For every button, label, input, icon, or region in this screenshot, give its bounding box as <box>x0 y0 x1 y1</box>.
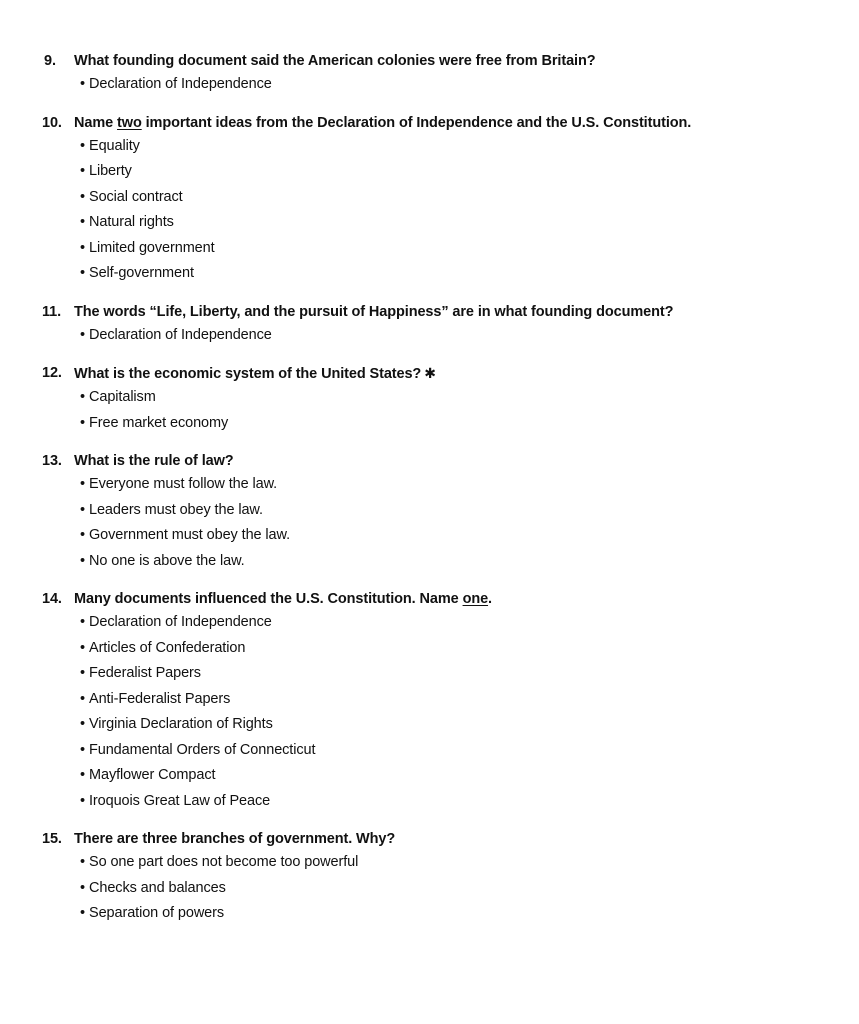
answer-item <box>0 236 859 262</box>
bullet-icon: • <box>80 690 85 707</box>
question-block <box>0 362 859 436</box>
answer-list <box>0 134 859 287</box>
question-block <box>0 50 859 98</box>
answer-text: So one part does not become too powerful <box>89 854 359 870</box>
question-number: 9. <box>44 53 56 69</box>
answer-list <box>0 850 859 927</box>
answer-list <box>0 323 859 349</box>
question-number: 13. <box>42 453 62 469</box>
answer-item <box>0 901 859 927</box>
answer-item <box>0 738 859 764</box>
underlined-keyword: two <box>117 114 142 131</box>
question-text <box>0 301 859 323</box>
bullet-icon: • <box>80 476 85 492</box>
question-text-part: Many documents influenced the U.S. Constitution. Name <box>74 591 463 607</box>
bullet-icon: • <box>80 614 85 630</box>
answer-item <box>0 72 859 98</box>
question-text <box>0 588 859 610</box>
answer-text: Iroquois Great Law of Peace <box>89 792 271 809</box>
answer-text: Liberty <box>89 163 132 179</box>
answer-item <box>0 850 859 876</box>
question-text <box>0 828 859 850</box>
bullet-icon: • <box>80 326 85 343</box>
bullet-icon: • <box>80 239 85 256</box>
bullet-icon: • <box>80 188 85 205</box>
question-block <box>0 588 859 814</box>
answer-text: Separation of powers <box>89 905 225 921</box>
bullet-icon: • <box>80 854 85 870</box>
answer-text: No one is above the law. <box>89 552 245 569</box>
answer-text: Leaders must obey the law. <box>89 501 263 518</box>
answer-item <box>0 712 859 738</box>
answer-text: Capitalism <box>89 389 156 405</box>
bullet-icon: • <box>80 137 85 154</box>
bullet-icon: • <box>80 265 85 281</box>
answer-text: Limited government <box>89 239 215 256</box>
bullet-icon: • <box>80 792 85 809</box>
answer-item <box>0 661 859 687</box>
answer-item <box>0 763 859 789</box>
answer-text: Free market economy <box>89 414 229 431</box>
answer-list <box>0 472 859 574</box>
answer-item <box>0 549 859 575</box>
answer-item <box>0 134 859 160</box>
question-text-part: What is the rule of law? <box>74 453 234 469</box>
answer-item <box>0 687 859 713</box>
question-text <box>0 450 859 472</box>
question-text <box>0 50 859 72</box>
question-number: 12. <box>42 365 62 381</box>
answer-item <box>0 159 859 185</box>
answer-item <box>0 498 859 524</box>
bullet-icon: • <box>80 767 85 783</box>
answer-item <box>0 210 859 236</box>
question-text <box>0 362 859 385</box>
answer-text: Equality <box>89 137 140 154</box>
answer-text: Mayflower Compact <box>89 767 216 783</box>
bullet-icon: • <box>80 716 85 732</box>
answer-item <box>0 185 859 211</box>
question-number: 11. <box>42 303 62 320</box>
question-number: 14. <box>42 591 62 607</box>
answer-list <box>0 72 859 98</box>
question-number: 10. <box>42 114 62 131</box>
answer-item <box>0 472 859 498</box>
bullet-icon: • <box>80 665 85 681</box>
document-page <box>0 50 859 941</box>
answer-item <box>0 385 859 411</box>
answer-text: Articles of Confederation <box>89 639 246 656</box>
bullet-icon: • <box>80 741 85 758</box>
answer-item <box>0 636 859 662</box>
bullet-icon: • <box>80 501 85 518</box>
answer-text: Self-government <box>89 265 194 281</box>
bullet-icon: • <box>80 414 85 431</box>
answer-text: Fundamental Orders of Connecticut <box>89 741 316 758</box>
bullet-icon: • <box>80 879 85 896</box>
answer-item <box>0 789 859 815</box>
question-text-part: There are three branches of government. Why? <box>74 831 396 847</box>
question-text-part: The words “Life, Liberty, and the pursuit of Happiness” are in what founding document? <box>74 303 674 320</box>
answer-text: Social contract <box>89 188 183 205</box>
bullet-icon: • <box>80 76 85 92</box>
bullet-icon: • <box>80 639 85 656</box>
answer-text: Everyone must follow the law. <box>89 476 278 492</box>
bullet-icon: • <box>80 527 85 543</box>
answer-list <box>0 385 859 436</box>
answer-text: Natural rights <box>89 214 174 230</box>
answer-text: Declaration of Independence <box>89 76 272 92</box>
bullet-icon: • <box>80 214 85 230</box>
bullet-icon: • <box>80 552 85 569</box>
answer-text: Declaration of Independence <box>89 614 272 630</box>
answer-text: Government must obey the law. <box>89 527 291 543</box>
underlined-keyword: one <box>462 591 489 607</box>
bullet-icon: • <box>80 905 85 921</box>
question-text-part: Name <box>74 114 118 131</box>
question-text-part: What is the economic system of the United States? <box>74 366 422 382</box>
answer-item <box>0 876 859 902</box>
question-text-part: What founding document said the American colonies were free from Britain? <box>74 53 596 69</box>
question-block <box>0 112 859 287</box>
answer-item <box>0 411 859 437</box>
answer-list <box>0 610 859 814</box>
bullet-icon: • <box>80 389 85 405</box>
question-block <box>0 828 859 927</box>
question-text <box>0 112 859 134</box>
asterisk-icon: ✱ <box>424 365 436 381</box>
bullet-icon: • <box>80 163 85 179</box>
question-text-part: important ideas from the Declaration of Independence and the U.S. Constitution. <box>141 114 692 131</box>
answer-text: Federalist Papers <box>89 665 201 681</box>
answer-item <box>0 610 859 636</box>
answer-text: Anti-Federalist Papers <box>89 690 231 707</box>
answer-text: Declaration of Independence <box>89 326 272 343</box>
question-number: 15. <box>42 831 62 847</box>
answer-item <box>0 261 859 287</box>
question-block <box>0 301 859 349</box>
question-block <box>0 450 859 574</box>
answer-text: Virginia Declaration of Rights <box>89 716 273 732</box>
question-text-part: . <box>488 591 492 607</box>
answer-item <box>0 523 859 549</box>
answer-item <box>0 323 859 349</box>
answer-text: Checks and balances <box>89 879 226 896</box>
